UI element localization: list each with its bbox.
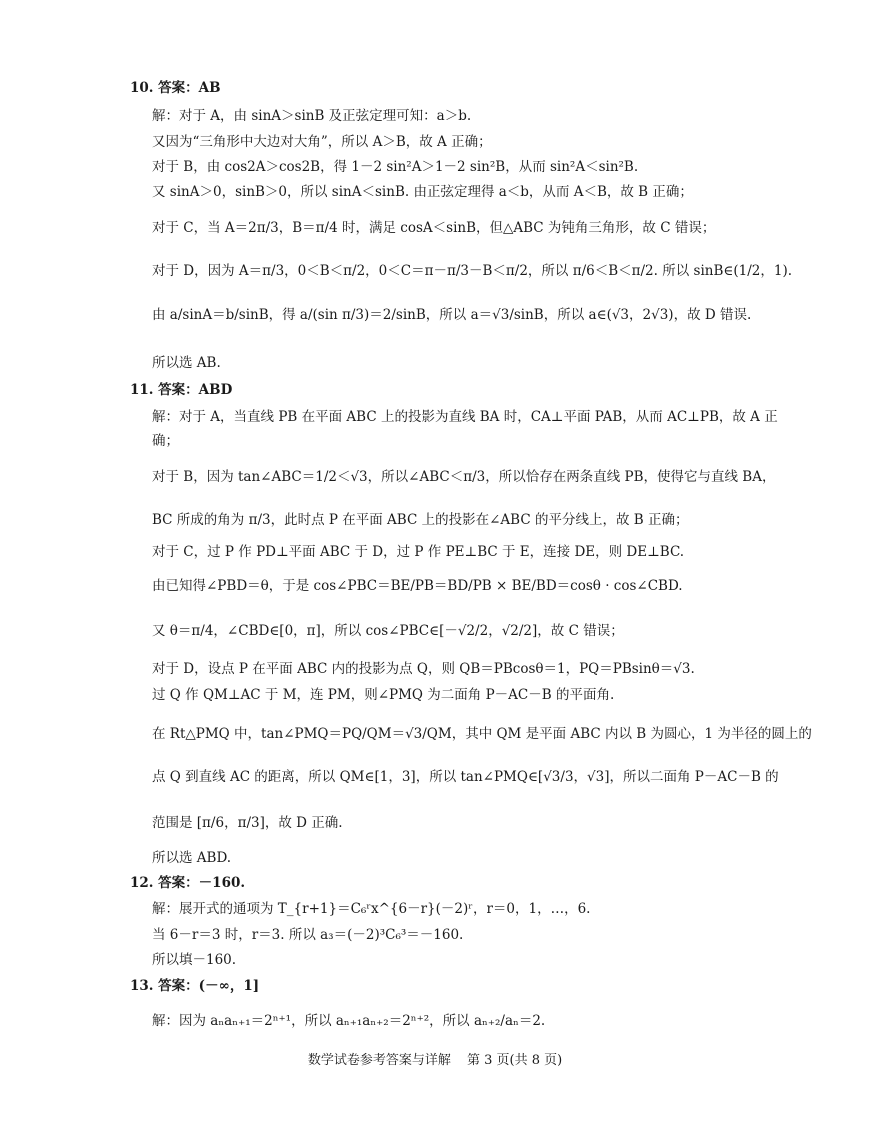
- q11-line-6: 由已知得∠PBD＝θ，于是 cos∠PBC＝BE/PB＝BD/PB × BE/BD＝cosθ · cos∠CBD.: [152, 578, 683, 594]
- q10-line-5: 对于 C，当 A＝2π/3，B＝π/4 时，满足 cosA＜sinB，但△ABC 为钝角三角形，故 C 错误；: [152, 220, 716, 236]
- q10-line-6: 对于 D，因为 A＝π/3，0＜B＜π/2，0＜C＝π－π/3－B＜π/2，所以 π/6＜B＜π/2. 所以 sinB∈(1/2，1).: [152, 263, 793, 279]
- q11-line-9: 过 Q 作 QM⊥AC 于 M，连 PM，则∠PMQ 为二面角 P－AC－B 的平面角.: [152, 687, 615, 703]
- q11-answer: 11. 答案：ABD: [130, 382, 233, 398]
- q10-line-1: 解：对于 A，由 sinA＞sinB 及正弦定理可知：a＞b.: [152, 108, 472, 124]
- q10-line-2: 又因为“三角形中大边对大角”，所以 A＞B，故 A 正确；: [152, 134, 492, 150]
- q12-line-1: 解：展开式的通项为 T_{r+1}＝C₆ʳx^{6－r}(－2)ʳ，r＝0，1，…，6.: [152, 901, 591, 917]
- q11-line-11: 点 Q 到直线 AC 的距离，所以 QM∈[1，3]，所以 tan∠PMQ∈[√3/3，√3]，所以二面角 P－AC－B 的: [152, 769, 779, 785]
- q11-line-5: 对于 C，过 P 作 PD⊥平面 ABC 于 D，过 P 作 PE⊥BC 于 E，连接 DE，则 DE⊥BC.: [152, 544, 685, 560]
- q11-line-10: 在 Rt△PMQ 中，tan∠PMQ＝PQ/QM＝√3/QM，其中 QM 是平面 ABC 内以 B 为圆心，1 为半径的圆上的: [152, 726, 812, 742]
- q11-conclusion: 所以选 ABD.: [152, 850, 232, 866]
- page-footer: [0, 1049, 870, 1068]
- q10-answer: 10. 答案：AB: [130, 80, 221, 96]
- q10-line-4: 又 sinA＞0，sinB＞0，所以 sinA＜sinB. 由正弦定理得 a＜b，从而 A＜B，故 B 正确；: [152, 184, 693, 200]
- q12-line-2: 当 6－r＝3 时，r＝3. 所以 a₃＝(－2)³C₆³＝－160.: [152, 927, 464, 943]
- q11-line-2: 确；: [152, 433, 179, 449]
- q10-line-3: 对于 B，由 cos2A＞cos2B，得 1－2 sin²A＞1－2 sin²B，从而 sin²A＜sin²B.: [152, 159, 639, 175]
- q13-answer: 13. 答案：(－∞，1]: [130, 978, 260, 994]
- q13-line-1: 解：因为 aₙaₙ₊₁＝2ⁿ⁺¹，所以 aₙ₊₁aₙ₊₂＝2ⁿ⁺²，所以 aₙ₊₂/aₙ＝2.: [152, 1013, 546, 1029]
- footer-page-number: 第 3 页(共 8 页): [466, 1053, 563, 1068]
- q10-line-7: 由 a/sinA＝b/sinB，得 a/(sin π/3)＝2/sinB，所以 a＝√3/sinB，所以 a∈(√3，2√3)，故 D 错误.: [152, 307, 752, 323]
- q11-line-8: 对于 D，设点 P 在平面 ABC 内的投影为点 Q，则 QB＝PBcosθ＝1，PQ＝PBsinθ＝√3.: [152, 661, 695, 677]
- q11-line-7: 又 θ＝π/4，∠CBD∈[0，π]，所以 cos∠PBC∈[－√2/2，√2/2]，故 C 错误；: [152, 623, 624, 639]
- q11-line-4: BC 所成的角为 π/3，此时点 P 在平面 ABC 上的投影在∠ABC 的平分线上，故 B 正确；: [152, 512, 689, 528]
- q12-conclusion: 所以填－160.: [152, 952, 237, 968]
- q12-answer: 12. 答案：－160.: [130, 875, 246, 891]
- q10-conclusion: 所以选 AB.: [152, 355, 221, 371]
- q11-line-1: 解：对于 A，当直线 PB 在平面 ABC 上的投影为直线 BA 时，CA⊥平面 PAB，从而 AC⊥PB，故 A 正: [152, 409, 778, 425]
- q11-line-3: 对于 B，因为 tan∠ABC＝1/2＜√3，所以∠ABC＜π/3，所以恰存在两条直线 PB，使得它与直线 BA，: [152, 469, 776, 485]
- q11-line-12: 范围是 [π/6，π/3]，故 D 正确.: [152, 815, 343, 831]
- footer-title: 数学试卷参考答案与详解: [307, 1053, 451, 1068]
